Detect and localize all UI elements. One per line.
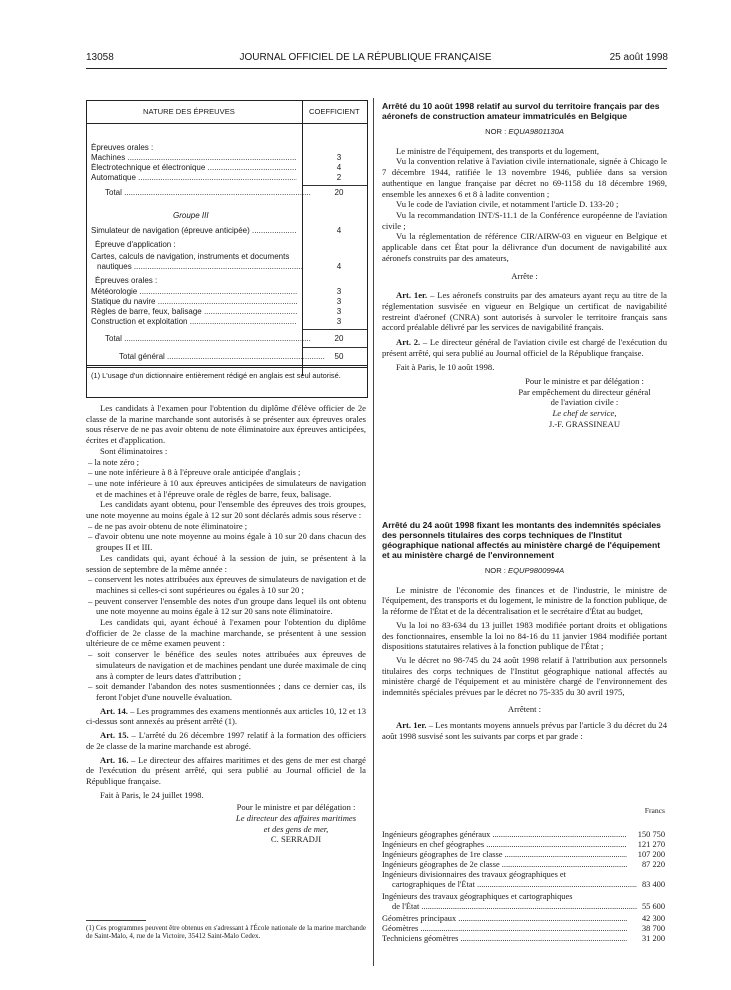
nor-reference: NOR : EQUA9801130A [485,127,564,136]
table-row: Ingénieurs géographes de 2e classe ..... 87 220 [382,860,667,870]
done-at: Fait à Paris, le 24 juillet 1998. [100,789,204,800]
decree-title: Arrêté du 10 août 1998 relatif au survol du territoire français par des aéronefs de construction amateur immatriculés en Belgique [382,101,660,121]
table-row: de l'État ..... 55 600 [382,902,667,912]
right-column-second-decree [382,520,667,742]
signature-line: Le directeur des affaires maritimes [235,813,357,824]
nor-reference: NOR : EQUP9800994A [484,566,565,575]
list-item: – une note inférieure à 8 à l'épreuve orale anticipée d'anglais ; [88,467,301,478]
table-header-nature: NATURE DES ÉPREUVES [143,107,235,116]
table-header [87,101,367,124]
table-row: Machines ..... 3 [91,153,363,163]
journal-title: JOURNAL OFFICIEL DE LA RÉPUBLIQUE FRANÇAISE [239,52,492,63]
article-14: Art. 14. – Les programmes des examens mentionnés aux articles 10, 12 et 13 ci-dessus sont annexés au présent arrêté (1). [86,705,367,727]
article-1: Art. 1er. – Les montants moyens annuels prévus par l'article 3 du décret du 24 août 1998 susvisé sont les suivants par corps et par grade : [382,720,668,742]
table-row: Ingénieurs géographes généraux ..... 150 750 [382,830,667,840]
table-row: Épreuves orales : [95,276,158,285]
list-item: – d'avoir obtenu une note moyenne au moins égale à 10 sur 20 dans chacun des groupes II et III. [88,531,366,553]
paragraph: Vu la loi no 83-634 du 13 juillet 1983 modifiée portant droits et obligations des fonctionnaires, ensemble la loi no 84-16 du 11 janvier 1984 modifiée portant dispositions statutaires relatives à la fonction publique de l'État ; [382,619,667,652]
header-rule [86,68,667,69]
article-2: Art. 2. – Le directeur général de l'aviation civile est chargé de l'exécution du présent arrêté, qui sera publié au Journal officiel de la République française. [382,336,667,358]
page-number: 13058 [86,52,114,63]
table-row: Météorologie ..... 3 [91,287,363,297]
paragraph: Vu le décret no 98-745 du 24 août 1998 relatif à l'attribution aux personnels titulaires des corps techniques de l'Institut géographique national affectés au ministère chargé de l'équipement et au ministère chargé de l'environnement des indemnités spéciales prévues par le décret no 75-335 du 30 avril 1975, [382,654,667,698]
francs-heading: Francs [644,806,665,815]
list-item: – de ne pas avoir obtenu de note éliminatoire ; [88,520,248,531]
list-item: – soit conserver le bénéfice des seules notes attribuées aux épreuves de simulateurs de navigation et de machines pendant une durée maximale de cinq ans à compter de leurs dates d'attribution ; [88,649,366,681]
done-at: Fait à Paris, le 10 août 1998. [396,362,495,373]
list-item: – une note inférieure à 10 aux épreuves anticipées de simulateurs de navigation et de machines et à l'épreuve orale de règles de barre, feux, balisage. [88,477,366,499]
list-item: – conservent les notes attribuées aux épreuves de simulateurs de navigation et de machines si celles-ci sont supérieures ou égales à 10 sur 20 ; [88,574,366,595]
paragraph: Les candidats à l'examen pour l'obtention du diplôme d'élève officier de 2e classe de la marine marchande sont autorisés à se présenter aux épreuves orales sous réserve de ne pas avoir obtenu de note éliminatoire aux épreuves anticipées, écrites et d'application. [86,403,366,446]
coefficient-table [86,100,368,398]
paragraph: Les candidats qui, ayant échoué à la session de juin, se présentent à la session de septembre de la même année : [86,552,366,574]
list-item: – peuvent conserver l'ensemble des notes d'un groupe dans lequel ils ont obtenu une note moyenne au moins égale à 12 sur 20 sans note éliminatoire. [88,595,366,617]
table-row: Simulateur de navigation (épreuve anticipée) ..... 4 [91,226,363,236]
table-note: (1) L'usage d'un dictionnaire entièrement rédigé en anglais est seul autorisé. [91,371,341,380]
table-row: cartographiques de l'État ..... 83 400 [382,880,667,890]
table-header-coefficient: COEFFICIENT [309,107,360,116]
paragraph: Vu le code de l'aviation civile, et notamment l'article D. 133-20 ; [396,199,619,210]
table-row: Électrotechnique et électronique ..... 4 [91,163,363,173]
signature-name: J.-F. GRASSINEAU [548,418,621,429]
right-column [382,101,667,430]
article-16: Art. 16. – Le directeur des affaires maritimes et des gens de mer est chargé de l'exécution du présent arrêté, qui sera publié au Journal officiel de la République française. [86,754,366,786]
article-15: Art. 15. – L'arrêté du 26 décembre 1997 relatif à la formation des officiers de 2e classe de la marine marchande est abrogé. [86,730,366,751]
signature-line: Pour le ministre et par délégation : [525,376,644,387]
arretent-heading: Arrêtent : [507,703,542,714]
left-column [86,403,366,845]
signature-name: C. SERRADJI [270,834,322,845]
table-row: Ingénieurs des travaux géographiques et cartographiques [382,892,573,901]
table-row: Géomètres ..... 38 700 [382,924,667,934]
table-row: nautiques ..... 4 [91,262,363,272]
table-row: Ingénieurs divisionnaires des travaux géographiques et [382,870,566,879]
signature-line: Le chef de service, [552,408,617,419]
table-row: Total ..... 20 [91,188,363,198]
article-1: Art. 1er. – Les aéronefs construits par des amateurs ayant reçu au titre de la réglementation susvisée en vigueur en Belgique un certificat de navigabilité restreint d'aéronef (CNRA) sont autorisés à survoler le territoire français sans accord préalable délivré par les services de navigabilité français. [382,290,668,333]
decree-title: Arrêté du 24 août 1998 fixant les montants des indemnités spéciales des personnels titulaires des corps techniques de l'Institut géographique national affectés au ministère chargé de l'équipement et au ministère chargé de l'environnement [382,520,661,560]
table-row: Total ..... 20 [91,334,363,344]
table-row: Ingénieurs en chef géographes ..... 121 270 [382,840,667,850]
column-divider [373,98,374,966]
page-header [0,52,731,66]
table-row: Construction et exploitation ..... 3 [91,317,363,327]
footnote-rule [86,920,146,921]
table-row: Ingénieurs géographes de 1re classe ..... 107 200 [382,850,667,860]
list-item: – soit demander l'abandon des notes susmentionnées ; dans ce dernier cas, ils feront l'objet d'une nouvelle évaluation. [88,681,366,702]
signature-line: Par empêchement du directeur général [518,386,651,397]
table-row: Règles de barre, feux, balisage ..... 3 [91,307,363,317]
paragraph: Le ministre de l'économie des finances et de l'industrie, le ministre de l'équipement, des transports et du logement, le ministre de la fonction publique, de la réforme de l'État et de la décentralisation et le secrétaire d'État au budget, [382,584,667,617]
table-row: Automatique ..... 2 [91,173,363,183]
signature-line: de l'aviation civile : [550,397,619,408]
table-row: Statique du navire ..... 3 [91,297,363,307]
paragraph: Sont éliminatoires : [100,445,168,456]
arrete-heading: Arrête : [511,271,538,282]
paragraph: Vu la recommandation INT/S-11.1 de la Conférence européenne de l'aviation civile ; [382,209,667,231]
paragraph: Vu la réglementation de référence CIR/AIRW-03 en vigueur en Belgique et applicable dans cet État pour la délivrance d'un document de navigabilité aux aéronefs construits par des amateurs, [382,231,667,263]
paragraph: Les candidats qui, ayant échoué à l'examen pour l'obtention du diplôme d'officier de 2e classe de la machine marchande, se présentent à une session ultérieure de ce même examen peuvent : [86,617,366,649]
table-row: Techniciens géomètres ..... 31 200 [382,934,667,944]
issue-date: 25 août 1998 [609,52,668,63]
table-row: Total général ..... 50 [91,352,363,362]
table-row: Épreuves orales : [91,143,154,152]
paragraph: Vu la convention relative à l'aviation civile internationale, signée à Chicago le 7 décembre 1944, ratifiée le 13 novembre 1946, publiée dans sa version authentique en langue française par décret no 69-1158 du 18 décembre 1969, ensemble les annexes 6 et 8 à ladite convention ; [382,156,667,199]
grades-table [382,806,667,956]
signature-line: Pour le ministre et par délégation : [236,802,356,813]
table-row: Cartes, calculs de navigation, instruments et documents [91,252,290,261]
table-row: Groupe III [173,211,209,220]
paragraph: Les candidats ayant obtenu, pour l'ensemble des épreuves des trois groupes, une note moyenne au moins égale à 12 sur 20 sont déclarés admis sous réserve : [86,499,366,521]
signature-line: et des gens de mer, [263,823,329,834]
footnote: (1) Ces programmes peuvent être obtenus en s'adressant à l'École nationale de la marine marchande de Saint-Malo, 4, rue de la Victoire, 35412 Saint-Malo Cedex. [86,924,366,940]
table-row: Géomètres principaux ..... 42 300 [382,914,667,924]
list-item: – la note zéro ; [88,456,140,467]
table-row: Épreuve d'application : [95,240,176,249]
paragraph: Le ministre de l'équipement, des transports et du logement, [396,145,599,156]
